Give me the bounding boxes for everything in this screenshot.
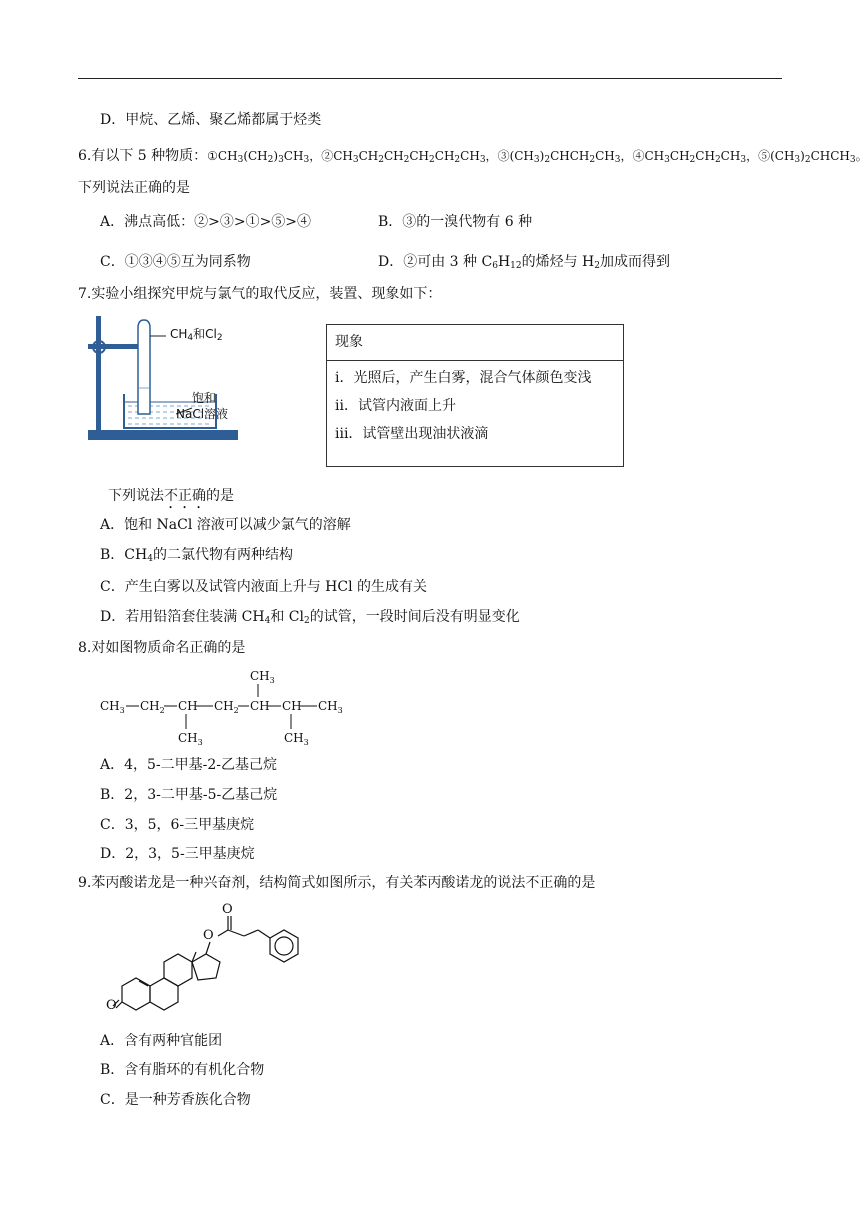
q7-option-b: B．$CH_4$的二氯代物有两种结构 bbox=[100, 547, 293, 564]
atom-ch3-left: $CH_3$ bbox=[100, 699, 125, 715]
header-rule bbox=[78, 78, 782, 79]
atom-ch-a: CH bbox=[178, 699, 198, 713]
q7-option-c: C．产生白雾以及试管内液面上升与 HCl 的生成有关 bbox=[100, 579, 428, 595]
q5-option-d: D．甲烷、乙烯、聚乙烯都属于烃类 bbox=[100, 112, 322, 128]
atom-ch3-top: $CH_3$ bbox=[250, 669, 275, 685]
atom-ch3-right: $CH_3$ bbox=[318, 699, 343, 715]
atom-ch-b: CH bbox=[250, 699, 270, 713]
benzene-ring bbox=[270, 930, 298, 962]
q7-option-d: D．若用铅箔套住装满 $CH_4$和 $Cl_2$的试管，一段时间后没有明显变化 bbox=[100, 609, 520, 626]
atom-ch2-b: $CH_2$ bbox=[214, 699, 239, 715]
gas-label: $CH_4$和$Cl_2$ bbox=[170, 327, 223, 343]
q6-option-a: A．沸点高低：②>③>①>⑤>④ bbox=[100, 214, 312, 230]
test-tube bbox=[138, 320, 150, 414]
atom-ch2-a: $CH_2$ bbox=[140, 699, 165, 715]
stand-base bbox=[88, 430, 238, 440]
emphasis-not-correct: 不正确 bbox=[164, 488, 206, 504]
q9-option-a: A．含有两种官能团 bbox=[100, 1033, 223, 1049]
q8-option-c: C．3，5，6-三甲基庚烷 bbox=[100, 817, 255, 833]
ring-c bbox=[164, 954, 192, 986]
q6-stem: 6.有以下 5 种物质：$①CH_3(CH_2)_3CH_3$，$②CH_3CH_2CH_2CH_2CH_2CH_3$，$③(CH_3)_2CHCH_2CH_3$，$④CH_3CH_2CH_2CH_3$，$⑤(CH_3)_2CHCH_3$。 bbox=[78, 148, 868, 165]
observation-row-3: iii．试管壁出现油状液滴 bbox=[335, 426, 489, 442]
q7-stem-2: 下列说法不正确的是 bbox=[108, 488, 234, 504]
atom-ch3-bottom-b: $CH_3$ bbox=[284, 731, 309, 747]
observation-table-header: 现象 bbox=[327, 325, 623, 361]
ring-d bbox=[192, 954, 220, 980]
observation-table bbox=[326, 324, 624, 467]
q8-option-b: B．2，3-二甲基-5-乙基己烷 bbox=[100, 787, 278, 803]
q6-stem-2: 下列说法正确的是 bbox=[78, 180, 190, 196]
q6-m2: $②CH_3CH_2CH_2CH_2CH_2CH_3$， bbox=[321, 149, 498, 165]
q6-option-b: B．③的一溴代物有 6 种 bbox=[378, 214, 533, 230]
observation-row-1: i．光照后，产生白雾，混合气体颜色变浅 bbox=[335, 370, 592, 386]
q7-stem: 7.实验小组探究甲烷与氯气的取代反应，装置、现象如下： bbox=[78, 286, 442, 302]
q9-structure bbox=[104, 900, 314, 1022]
q9-option-b: B．含有脂环的有机化合物 bbox=[100, 1062, 265, 1078]
q8-option-a: A．4，5-二甲基-2-乙基己烷 bbox=[100, 757, 278, 773]
q9-atom-o-carbonyl: O bbox=[222, 902, 233, 917]
q8-stem: 8.对如图物质命名正确的是 bbox=[78, 640, 246, 656]
q8-option-d: D．2，3，5-三甲基庚烷 bbox=[100, 846, 255, 862]
q9-atom-o-ester: O bbox=[203, 928, 214, 943]
q9-option-c: C．是一种芳香族化合物 bbox=[100, 1092, 251, 1108]
ring-b bbox=[150, 978, 178, 1010]
q6-m5: $⑤(CH_3)_2CHCH_3$。 bbox=[758, 149, 868, 165]
q6-option-c: C．①③④⑤互为同系物 bbox=[100, 254, 251, 270]
ring-a bbox=[122, 978, 150, 1010]
atom-ch3-bottom-a: $CH_3$ bbox=[178, 731, 203, 747]
q9-atom-o-ketone: O bbox=[106, 998, 117, 1013]
stand-rod bbox=[96, 316, 101, 432]
q6-option-d: D．②可由 3 种 $C_6H_{12}$的烯烃与 $H_2$加成而得到 bbox=[378, 254, 671, 271]
observation-row-2: ii．试管内液面上升 bbox=[335, 398, 456, 414]
q8-structure bbox=[98, 664, 358, 746]
q6-m1: $①CH_3(CH_2)_3CH_3$， bbox=[207, 149, 322, 165]
q6-m3: $③(CH_3)_2CHCH_2CH_3$， bbox=[497, 149, 633, 165]
q7-option-a: A．饱和 NaCl 溶液可以减少氯气的溶解 bbox=[100, 517, 351, 533]
q6-m4: $④CH_3CH_2CH_2CH_3$， bbox=[632, 149, 759, 165]
atom-ch-c: CH bbox=[282, 699, 302, 713]
q9-stem: 9.苯丙酸诺龙是一种兴奋剂，结构简式如图所示，有关苯丙酸诺龙的说法不正确的是 bbox=[78, 875, 596, 891]
liquid-label-line1: 饱和 bbox=[192, 391, 217, 405]
liquid-label-line2: NaCl溶液 bbox=[176, 407, 229, 421]
